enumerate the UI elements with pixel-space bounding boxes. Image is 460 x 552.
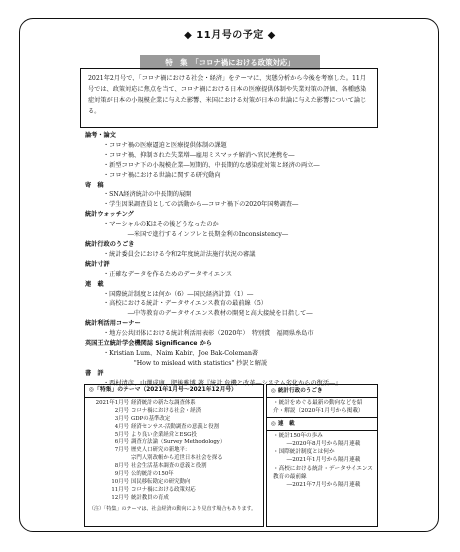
section-heading: 連 載 (85, 280, 104, 288)
list-item: ―2021年1月号から隔月連載 (281, 457, 361, 464)
month-cell: 3月号 (114, 415, 129, 422)
section-rensai (85, 280, 385, 320)
list-item: ・コロナ禍、抑制された失業増―雇用ミスマッチ解消へ官民連携を― (103, 151, 295, 159)
list-item: ・新型コロナ下の小規模企業―短期的、中長期的な感染症対策と経済の両立― (103, 161, 320, 169)
section-watching (85, 210, 385, 240)
table-row (89, 416, 259, 424)
section-heading: 統計ウォッチング (85, 211, 134, 219)
section-heading: 英国王立統計学会機関誌 Significance から (85, 340, 212, 348)
section-heading: 論考・論文 (85, 132, 116, 139)
list-item: ・マーシャルのKはその後どうなったのか (103, 221, 219, 229)
list-item: ―米国で進行するインフレと長期金利のInconsistency― (103, 231, 289, 239)
section-kiko (85, 181, 385, 211)
month-cell: 6月号 (114, 439, 129, 446)
list-item: ・地方公共団体における統計利活用表彰（2020年） 特別賞 福岡県糸島市 (103, 330, 314, 338)
themes-note: （注）「特集」のテーマは、社会経済の動向により見直す場合もあります。 (89, 505, 257, 512)
month-cell: 5月号 (114, 431, 129, 438)
list-item: ・高校における統計・データサイエンス教育の最前線（5） (103, 300, 267, 308)
list-item: ・SNA経済統計の中長期的展開 (103, 191, 192, 199)
month-cell: 11月号 (111, 486, 129, 493)
list-item: ・国際統計制度とは何か (273, 449, 335, 456)
section-heading: 統計利活用コーナー (85, 320, 141, 328)
gyosei-box-title: ◎ 統計行政のうごき (267, 385, 377, 398)
month-cell: 12月号 (111, 494, 129, 501)
section-ronko (85, 131, 385, 181)
themes-list (85, 398, 263, 505)
right-info-box (266, 384, 378, 527)
serial-box-content (267, 431, 377, 490)
table-row (89, 455, 259, 463)
table-row (89, 471, 259, 479)
table-row (89, 424, 259, 432)
theme-cell: コロナ禍における政策対応 (131, 486, 196, 493)
list-item: ・コロナ禍の医療逼迫と医療提供体制の課題 (103, 141, 227, 149)
month-cell: 7月号 (114, 447, 129, 454)
month-cell: 4月号 (114, 423, 129, 430)
table-row (89, 479, 259, 487)
list-item: ・学生因果調査員としての活動から―コロナ禍下の2020年国勢調査― (103, 201, 299, 209)
list-item: ・統計委員会における令和2年度統計法施行状況の審議 (103, 250, 256, 258)
month-cell: 10月号 (111, 478, 129, 485)
theme-cell: より良い企業経営とESG投 (131, 431, 197, 438)
list-item: ・西村清彦、山澤成康、肥後雅博 著『統計 危機と改革―システム劣化からの復活―』 (103, 379, 342, 387)
list-item: ・コロナ禍における世論に関する研究動向 (103, 171, 221, 179)
theme-cell: 国民移転勘定の研究動向 (131, 478, 191, 485)
table-row (89, 400, 259, 408)
month-cell: 2月号 (114, 407, 129, 414)
month-cell: 2021年1月号 (95, 399, 129, 406)
feature-intro-box (80, 68, 378, 128)
month-cell: 8月号 (114, 463, 129, 470)
theme-cell: 社会生活基本調査の意義と役割 (131, 463, 207, 470)
theme-cell: 統計教員の育成 (131, 494, 169, 501)
section-gyosei (85, 240, 385, 260)
list-item: ・統計150年の歩み (273, 432, 323, 439)
list-item: ・国際統計制度とは何か（6）―国民経済計算（1）― (103, 290, 254, 298)
gyosei-box-content (267, 398, 377, 416)
themes-box-title: ◎「特集」のテーマ（2021年1月号～2021年12月号） (85, 385, 263, 398)
list-item: ・高校における統計・データサイエンス教育の最前線 (273, 465, 373, 480)
theme-cell: 公的統計の150年 (131, 471, 174, 478)
list-item: ―2021年7月号から隔月連載 (281, 482, 361, 489)
month-cell: 9月号 (114, 471, 129, 478)
section-heading: 統計行政のうごき (85, 240, 135, 248)
list-item: ・統計をめぐる最新の動向などを紹介・解説（2020年1月号から掲載） (273, 400, 364, 415)
theme-cell: 宗門人別改帳から近世日本社会を探る (131, 455, 223, 462)
table-row (89, 408, 259, 416)
theme-cell: 調査方法論（Survey Methodology） (131, 439, 226, 446)
table-row (89, 495, 259, 503)
page-title: ◆ 11月号の予定 ◆ (184, 30, 276, 41)
theme-cell: コロナ禍における社会・経済 (131, 407, 202, 414)
themes-box (84, 384, 264, 527)
feature-tag: 特 集 「コロナ禍における政策対応」 (140, 55, 320, 70)
theme-cell: GDPの基準改定 (131, 415, 171, 422)
theme-cell: 経済統計の新たな調査体系 (131, 399, 196, 406)
section-sunpyo (85, 260, 385, 280)
section-significance (85, 339, 385, 369)
list-item: ―2020年8月号から隔月連載 (281, 441, 361, 448)
month-cell (89, 455, 131, 463)
section-heading: 書 評 (85, 369, 104, 377)
section-heading: 寄 稿 (85, 181, 104, 189)
theme-cell: 経済センサス-活動調査の意義と役割 (131, 423, 219, 430)
table-row (89, 463, 259, 471)
table-row (89, 487, 259, 495)
list-item: "How to mislead with statistics" 抄訳と解説 (103, 359, 268, 367)
section-rikatsuyo (85, 319, 385, 339)
list-item: ・正確なデータを作るためのデータサイエンス (103, 270, 233, 278)
serial-box-title: ◎ 連 載 (267, 417, 377, 431)
list-item: ―中等教育のデータサイエンス教材の開発と高大接続を目指して― (103, 310, 313, 318)
section-heading: 統計寸評 (85, 260, 110, 268)
theme-cell: 歴史人口研究の新地平： (131, 447, 191, 454)
feature-intro-text: 2021年2月号で、「コロナ禍における社会・経済」をテーマに、実態分析から今後を考察した。11月号では、政策対応に焦点を当て、コロナ禍における日本の医療提供体制や失業対策の評価、各種感染症対策が日本の小規模企業に与えた影響、米国における対策が日本の世論に与えた影響について論じる。 (88, 75, 367, 115)
list-item: ・Kristian Lum、Naim Kabir、Joe Bak-Coleman著 (103, 349, 259, 357)
contents-list (85, 131, 385, 389)
